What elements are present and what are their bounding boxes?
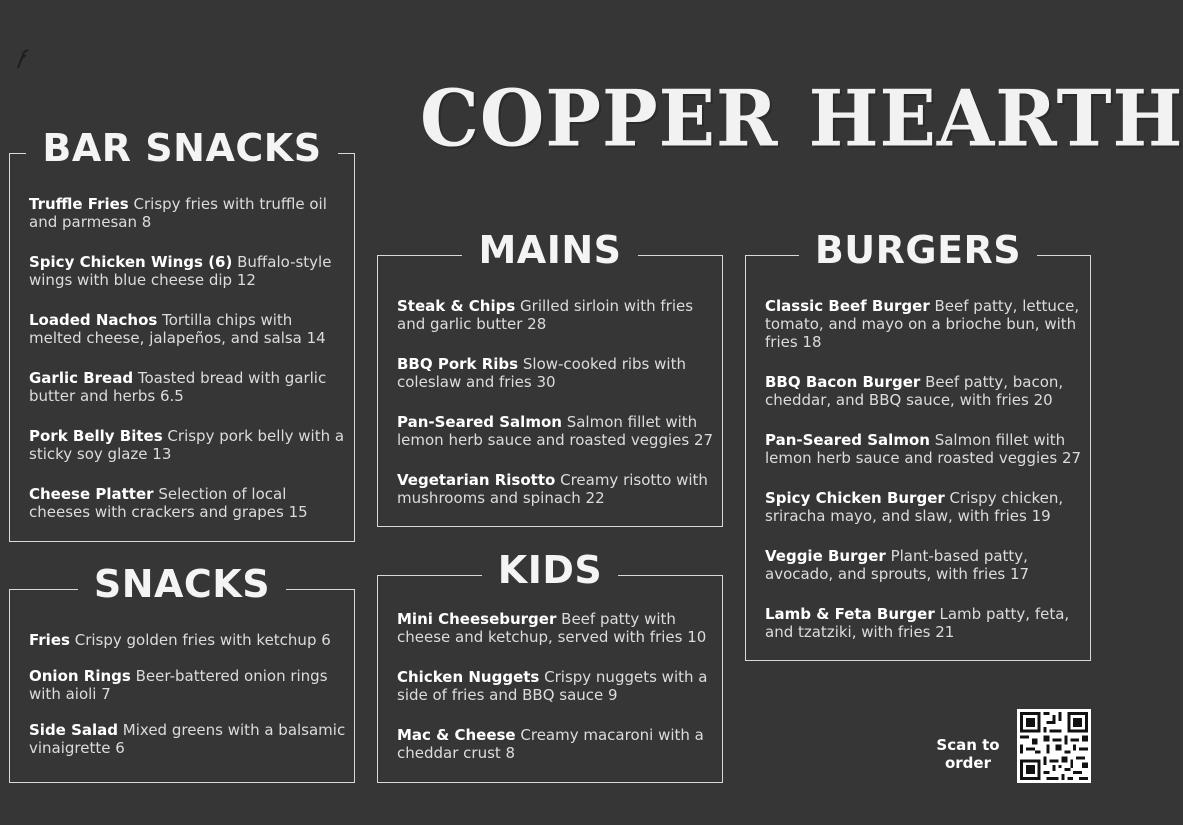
menu-item-name: Garlic Bread [29,369,134,387]
menu-item [765,547,1082,583]
logo-word-hearth: HEARTH [808,73,1183,165]
restaurant-logo [420,72,1183,167]
section-title: MAINS [462,226,637,274]
menu-item [29,369,346,405]
bar-snacks-section [9,126,355,542]
menu-item-description: Plant-based patty, avocado, and sprouts, with fries 17 [765,547,1030,583]
menu-item-name: Pan-Seared Salmon [397,413,562,431]
menu-item-description: Creamy risotto with mushrooms and spinach 22 [397,471,708,507]
menu-item-name: Side Salad [29,721,119,739]
menu-item-name: Loaded Nachos [29,311,158,329]
menu-item-name: Cheese Platter [29,485,154,503]
burgers-section [745,228,1091,661]
menu-item-name: BBQ Bacon Burger [765,373,921,391]
scan-to-order-label [930,736,1006,772]
menu-item-name: Chicken Nuggets [397,668,540,686]
menu-item-name: Pan-Seared Salmon [765,431,930,449]
mains-section [377,228,723,527]
scan-label-line1: Scan to [936,736,1000,754]
menu-item-name: Truffle Fries [29,195,129,213]
menu-item-description: Selection of local cheeses with crackers and grapes 15 [29,485,308,521]
menu-item-description: Beef patty, lettuce, tomato, and mayo on a brioche bun, with fries 18 [765,297,1080,351]
menu-item-description: Crispy golden fries with ketchup 6 [74,631,331,649]
qr-code-icon[interactable] [1017,709,1091,783]
menu-item-description: Creamy macaroni with a cheddar crust 8 [397,726,704,762]
scratch-mark-icon [14,46,34,70]
section-title: BAR SNACKS [26,124,337,172]
menu-item-description: Lamb patty, feta, and tzatziki, with fries 21 [765,605,1070,641]
menu-item-name: Lamb & Feta Burger [765,605,935,623]
menu-item-name: Pork Belly Bites [29,427,163,445]
kids-section [377,548,723,783]
menu-item-description: Mixed greens with a balsamic vinaigrette 6 [29,721,346,757]
menu-list [29,631,346,775]
menu-item-name: Steak & Chips [397,297,516,315]
menu-item [397,355,714,391]
menu-item-name: Mini Cheeseburger [397,610,557,628]
menu-item-name: Onion Rings [29,667,131,685]
menu-item [29,631,346,649]
menu-item-description: Salmon fillet with lemon herb sauce and roasted veggies 27 [765,431,1082,467]
section-title: SNACKS [78,560,286,608]
menu-item [29,721,346,757]
menu-item [29,427,346,463]
menu-item [397,610,714,646]
menu-item-description: Tortilla chips with melted cheese, jalapeños, and salsa 14 [29,311,326,347]
menu-item-name: Veggie Burger [765,547,886,565]
menu-item-description: Crispy fries with truffle oil and parmesan 8 [29,195,327,231]
menu-item-name: Spicy Chicken Wings (6) [29,253,233,271]
menu-item-description: Crispy chicken, sriracha mayo, and slaw, with fries 19 [765,489,1064,525]
menu-item [765,605,1082,641]
menu-item [397,471,714,507]
menu-list [765,297,1082,663]
menu-item-description: Slow-cooked ribs with coleslaw and fries 30 [397,355,686,391]
menu-item-description: Crispy nuggets with a side of fries and BBQ sauce 9 [397,668,708,704]
menu-item [29,253,346,289]
snacks-section [9,562,355,783]
logo-word-copper: COPPER [420,73,779,165]
menu-item [765,297,1082,351]
menu-item-description: Beef patty, bacon, cheddar, and BBQ sauce, with fries 20 [765,373,1064,409]
section-title: BURGERS [799,226,1037,274]
menu-item [397,297,714,333]
menu-item-description: Beef patty with cheese and ketchup, served with fries 10 [397,610,707,646]
menu-item-description: Beer-battered onion rings with aioli 7 [29,667,328,703]
menu-item [765,373,1082,409]
menu-item-name: BBQ Pork Ribs [397,355,519,373]
menu-item [29,311,346,347]
menu-list [397,610,714,784]
section-title: KIDS [482,546,619,594]
menu-item [29,195,346,231]
menu-item-name: Mac & Cheese [397,726,516,744]
menu-item [397,726,714,762]
menu-list [29,195,346,543]
scan-label-line2: order [944,754,991,772]
menu-item-description: Toasted bread with garlic butter and herbs 6.5 [29,369,327,405]
menu-item-description: Salmon fillet with lemon herb sauce and roasted veggies 27 [397,413,714,449]
menu-item-name: Classic Beef Burger [765,297,930,315]
menu-list [397,297,714,529]
menu-item [397,668,714,704]
menu-item-name: Fries [29,631,70,649]
menu-item-name: Spicy Chicken Burger [765,489,945,507]
menu-item-description: Crispy pork belly with a sticky soy glaze 13 [29,427,345,463]
menu-item-description: Buffalo-style wings with blue cheese dip 12 [29,253,332,289]
menu-item [765,489,1082,525]
menu-item [765,431,1082,467]
menu-item-name: Vegetarian Risotto [397,471,556,489]
menu-item [29,667,346,703]
menu-item [29,485,346,521]
menu-item-description: Grilled sirloin with fries and garlic butter 28 [397,297,694,333]
menu-item [397,413,714,449]
